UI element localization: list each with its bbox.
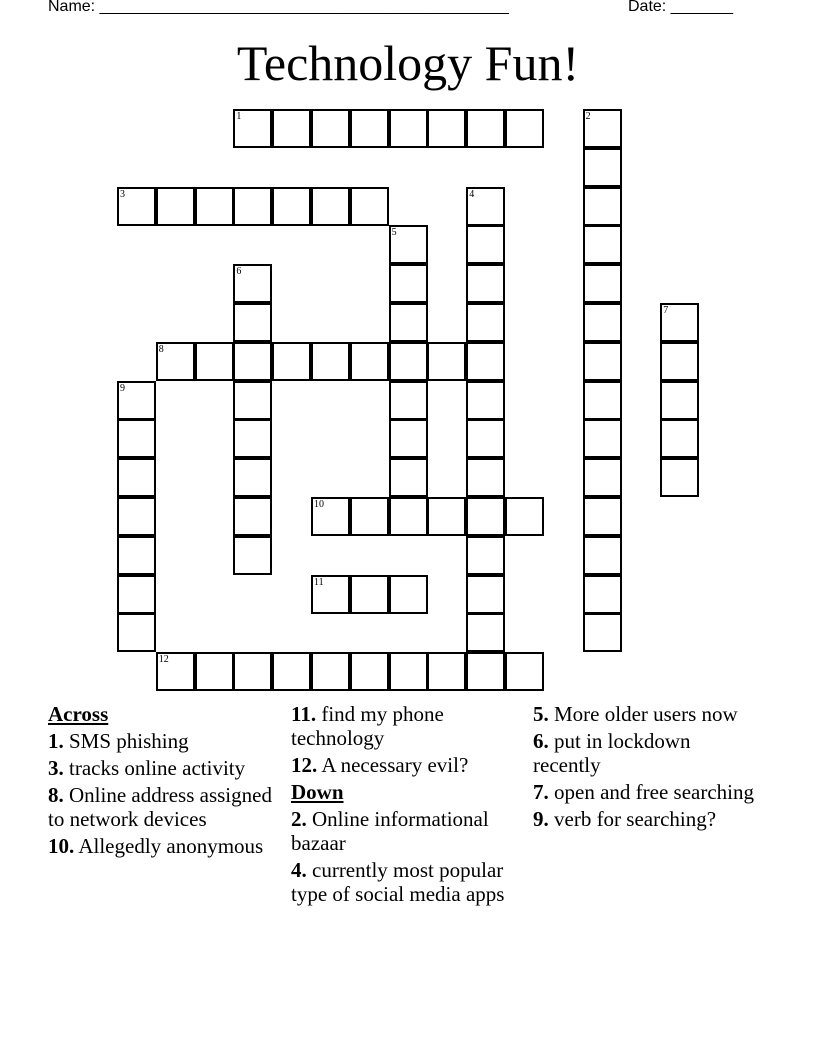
clue-item <box>48 756 278 780</box>
crossword-cell[interactable] <box>466 652 505 691</box>
crossword-cell[interactable] <box>233 303 272 342</box>
crossword-cell[interactable] <box>272 109 311 148</box>
crossword-cell[interactable] <box>583 187 622 226</box>
clue-item-number: 6. <box>533 729 549 753</box>
crossword-cell[interactable] <box>156 342 195 381</box>
crossword-cell[interactable] <box>389 419 428 458</box>
clue-item <box>533 729 763 777</box>
clue-number: 4 <box>469 188 475 200</box>
clue-item-text: find my phone technology <box>291 702 444 750</box>
clue-item-number: 4. <box>291 858 307 882</box>
clue-item-number: 10. <box>48 834 75 858</box>
crossword-cell[interactable] <box>117 419 156 458</box>
clue-item-number: 8. <box>48 783 64 807</box>
crossword-cell[interactable] <box>389 342 428 381</box>
crossword-cell[interactable] <box>350 575 389 614</box>
crossword-cell[interactable] <box>233 652 272 691</box>
crossword-cell[interactable] <box>389 575 428 614</box>
crossword-cell[interactable] <box>466 342 505 381</box>
clue-item <box>48 729 278 753</box>
clue-item <box>533 702 763 726</box>
crossword-cell[interactable] <box>311 652 350 691</box>
clue-number: 6 <box>236 266 242 278</box>
crossword-cell[interactable] <box>233 458 272 497</box>
clue-item-number: 1. <box>48 729 64 753</box>
clue-item-text: Allegedly anonymous <box>74 834 264 858</box>
clue-item-text: open and free searching <box>548 780 754 804</box>
crossword-cell[interactable] <box>583 109 622 148</box>
crossword-cell[interactable] <box>466 264 505 303</box>
clue-item-number: 3. <box>48 756 64 780</box>
crossword-cell[interactable] <box>505 109 544 148</box>
clue-item-text: SMS phishing <box>63 729 189 753</box>
clue-item-text: More older users now <box>548 702 738 726</box>
crossword-cell[interactable] <box>233 187 272 226</box>
clue-column-2 <box>291 702 521 909</box>
crossword-cell[interactable] <box>466 225 505 264</box>
crossword-cell[interactable] <box>156 187 195 226</box>
crossword-cell[interactable] <box>660 342 699 381</box>
crossword-cell[interactable] <box>583 225 622 264</box>
clue-item-text: tracks online activity <box>63 756 246 780</box>
clue-item-text: A necessary evil? <box>317 753 469 777</box>
clue-item-number: 2. <box>291 807 307 831</box>
crossword-cell[interactable] <box>583 419 622 458</box>
crossword-cell[interactable] <box>117 497 156 536</box>
crossword-cell[interactable] <box>583 264 622 303</box>
crossword-cell[interactable] <box>233 109 272 148</box>
crossword-cell[interactable] <box>117 575 156 614</box>
crossword-cell[interactable] <box>195 652 234 691</box>
crossword-cell[interactable] <box>466 381 505 420</box>
crossword-cell[interactable] <box>350 652 389 691</box>
clue-column-1 <box>48 702 278 861</box>
crossword-cell[interactable] <box>272 187 311 226</box>
crossword-cell[interactable] <box>583 613 622 652</box>
crossword-cell[interactable] <box>583 381 622 420</box>
crossword-cell[interactable] <box>583 575 622 614</box>
clue-item <box>291 858 521 906</box>
crossword-cell[interactable] <box>466 187 505 226</box>
crossword-cell[interactable] <box>660 458 699 497</box>
crossword-cell[interactable] <box>195 342 234 381</box>
crossword-cell[interactable] <box>389 458 428 497</box>
clue-number: 7 <box>663 305 669 316</box>
clue-number: 3 <box>120 188 125 200</box>
clue-number: 11 <box>314 576 324 588</box>
crossword-cell[interactable] <box>427 342 466 381</box>
crossword-cell[interactable] <box>583 303 622 342</box>
crossword-cell[interactable] <box>350 497 389 536</box>
crossword-cell[interactable] <box>466 575 505 614</box>
crossword-cell[interactable] <box>272 652 311 691</box>
clue-number: 5 <box>391 227 397 239</box>
crossword-cell[interactable] <box>583 342 622 381</box>
clue-item-number: 12. <box>291 753 318 777</box>
crossword-cell[interactable] <box>505 497 544 536</box>
crossword-cell[interactable] <box>311 497 350 536</box>
crossword-cell[interactable] <box>660 303 699 342</box>
clue-item-number: 5. <box>533 702 549 726</box>
crossword-cell[interactable] <box>583 148 622 187</box>
crossword-cell[interactable] <box>466 497 505 536</box>
crossword-cell[interactable] <box>466 109 505 148</box>
crossword-cell[interactable] <box>233 497 272 536</box>
crossword-cell[interactable] <box>311 575 350 614</box>
crossword-cell[interactable] <box>272 342 311 381</box>
date-line: Date: _______ <box>628 0 733 15</box>
clue-number: 12 <box>158 654 169 666</box>
clue-number: 8 <box>158 343 164 355</box>
crossword-cell[interactable] <box>117 187 156 226</box>
crossword-cell[interactable] <box>466 419 505 458</box>
crossword-cell[interactable] <box>311 342 350 381</box>
crossword-cell[interactable] <box>389 303 428 342</box>
clue-item-number: 9. <box>533 807 549 831</box>
crossword-cell[interactable] <box>389 497 428 536</box>
down-heading: Down <box>291 780 344 804</box>
crossword-cell[interactable] <box>505 652 544 691</box>
clue-item <box>533 780 763 804</box>
crossword-cell[interactable] <box>466 613 505 652</box>
crossword-cell[interactable] <box>389 381 428 420</box>
crossword-cell[interactable] <box>583 497 622 536</box>
crossword-cell[interactable] <box>389 109 428 148</box>
crossword-cell[interactable] <box>660 419 699 458</box>
clue-item-number: 7. <box>533 780 549 804</box>
crossword-cell[interactable] <box>117 381 156 420</box>
crossword-cell[interactable] <box>427 497 466 536</box>
clue-item <box>291 702 521 750</box>
crossword-cell[interactable] <box>311 109 350 148</box>
crossword-cell[interactable] <box>233 419 272 458</box>
across-heading: Across <box>48 702 109 726</box>
clue-item <box>291 807 521 855</box>
crossword-cell[interactable] <box>466 458 505 497</box>
crossword-cell[interactable] <box>233 381 272 420</box>
crossword-cell[interactable] <box>660 381 699 420</box>
clue-column-3 <box>533 702 763 834</box>
crossword-cell[interactable] <box>233 342 272 381</box>
crossword-cell[interactable] <box>389 652 428 691</box>
crossword-cell[interactable] <box>583 536 622 575</box>
crossword-cell[interactable] <box>583 458 622 497</box>
clue-item-text: verb for searching? <box>548 807 717 831</box>
crossword-cell[interactable] <box>350 342 389 381</box>
page-title: Technology Fun! <box>236 35 580 91</box>
crossword-cell[interactable] <box>389 264 428 303</box>
crossword-cell[interactable] <box>466 536 505 575</box>
clue-number: 2 <box>585 111 591 122</box>
crossword-cell[interactable] <box>427 652 466 691</box>
clue-item-text: put in lockdown recently <box>533 729 691 777</box>
crossword-cell[interactable] <box>195 187 234 226</box>
crossword-cell[interactable] <box>156 652 195 691</box>
clue-item-text: Online informational bazaar <box>291 807 489 855</box>
crossword-cell[interactable] <box>117 613 156 652</box>
crossword-cell[interactable] <box>117 536 156 575</box>
name-line: Name: ______________________________________________ <box>48 0 509 15</box>
crossword-cell[interactable] <box>350 109 389 148</box>
clue-number: 9 <box>120 382 125 394</box>
clue-item <box>48 834 278 858</box>
clue-number: 10 <box>314 499 324 510</box>
clue-item-text: currently most popular type of social media apps <box>291 858 505 906</box>
crossword-cell[interactable] <box>389 225 428 264</box>
crossword-cell[interactable] <box>233 264 272 303</box>
crossword-cell[interactable] <box>233 536 272 575</box>
crossword-cell[interactable] <box>466 303 505 342</box>
clue-item <box>291 753 521 777</box>
clue-item <box>533 807 763 831</box>
clue-item <box>48 783 278 831</box>
crossword-cell[interactable] <box>117 458 156 497</box>
clue-number: 1 <box>236 111 242 122</box>
crossword-cell[interactable] <box>350 187 389 226</box>
clue-item-number: 11. <box>291 702 317 726</box>
crossword-cell[interactable] <box>311 187 350 226</box>
clue-item-text: Online address assigned to network devices <box>48 783 272 831</box>
crossword-cell[interactable] <box>427 109 466 148</box>
